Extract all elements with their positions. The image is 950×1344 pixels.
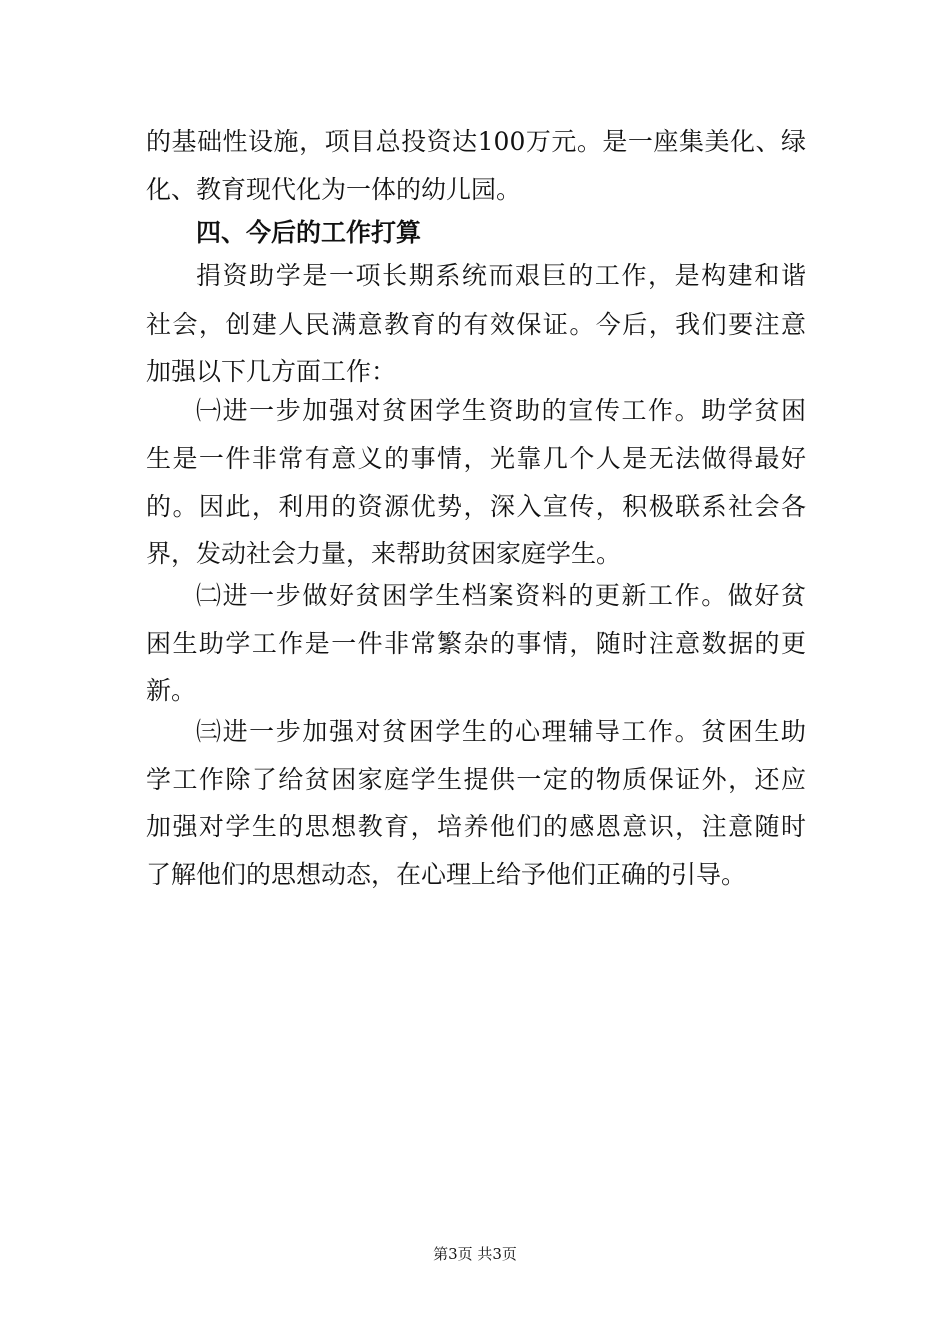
section-heading: 四、今后的工作打算 (196, 218, 422, 247)
body-line: 化、教育现代化为一体的幼儿园。 (146, 175, 522, 204)
body-line: 的基础性设施，项目总投资达100万元。是一座集美化、绿 (146, 127, 806, 156)
body-line: 了解他们的思想动态，在心理上给予他们正确的引导。 (146, 860, 747, 889)
body-line: 界，发动社会力量，来帮助贫困家庭学生。 (146, 539, 622, 568)
body-line: ㈢进一步加强对贫困学生的心理辅导工作。贫困生助 (196, 717, 806, 746)
body-line: 捐资助学是一项长期系统而艰巨的工作，是构建和谐 (196, 261, 806, 290)
body-line: ㈡进一步做好贫困学生档案资料的更新工作。做好贫 (196, 581, 806, 610)
body-line: 社会，创建人民满意教育的有效保证。今后，我们要注意 (146, 310, 806, 339)
body-line: 学工作除了给贫困家庭学生提供一定的物质保证外，还应 (146, 765, 806, 794)
body-line: 困生助学工作是一件非常繁杂的事情，随时注意数据的更 (146, 629, 806, 658)
body-line: 加强以下几方面工作： (146, 357, 397, 386)
body-line: 的。因此，利用的资源优势，深入宣传，积极联系社会各 (146, 492, 806, 521)
body-line: 新。 (146, 676, 197, 705)
body-line: ㈠进一步加强对贫困学生资助的宣传工作。助学贫困 (196, 396, 806, 425)
body-line: 生是一件非常有意义的事情，光靠几个人是无法做得最好 (146, 444, 806, 473)
page-footer: 第3页 共3页 (433, 1245, 517, 1263)
body-line: 加强对学生的思想教育，培养他们的感恩意识，注意随时 (146, 812, 806, 841)
